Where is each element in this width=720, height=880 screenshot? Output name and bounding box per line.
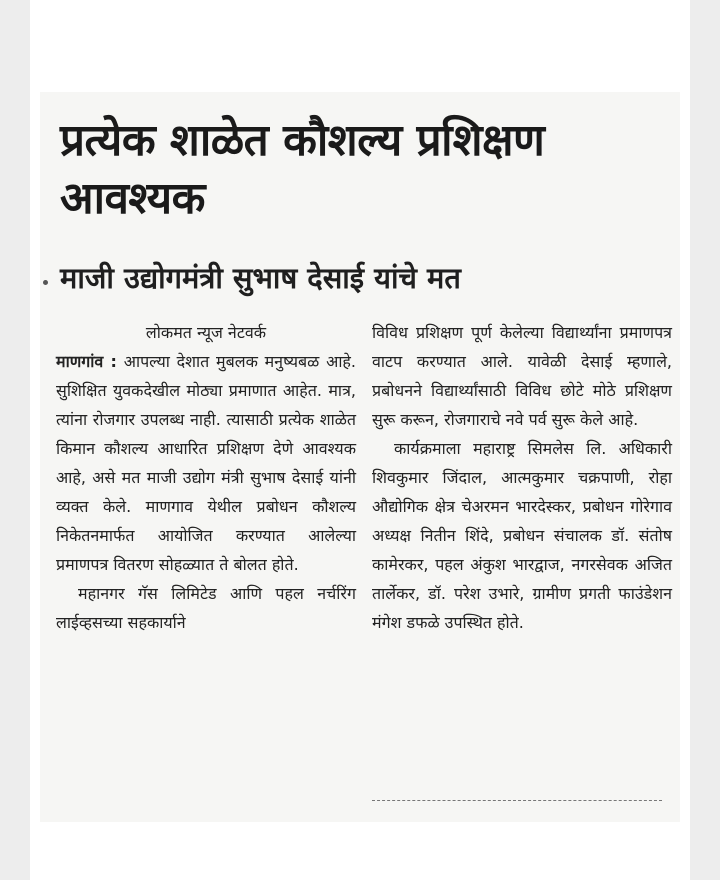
article-subhead: माजी उद्योगमंत्री सुभाष देसाई यांचे मत — [60, 261, 461, 295]
article-headline: प्रत्येक शाळेत कौशल्य प्रशिक्षण आवश्यक — [60, 115, 545, 224]
bullet-dot — [43, 280, 48, 285]
article-end-rule — [372, 800, 662, 801]
right-paragraph-2: कार्यक्रमाला महाराष्ट्र सिमलेस लि. अधिकारी शिवकुमार जिंदाल, आत्मकुमार चक्रपाणी, रोहा औद्योगिक क्षेत्र चेअरमन भारदेस्कर, प्रबोधन गोरेगाव अध्यक्ष नितीन शिंदे, प्रबोधन संचालक डॉ. संतोष कामेरकर, पहल अंकुश भारद्वाज, नगरसेवक अजित तार्लेकर, डॉ. परेश उभारे, ग्रामीण प्रगती फाउंडेशन मंगेश डफळे उपस्थित होते. — [372, 439, 672, 632]
byline: लोकमत न्यूज नेटवर्क — [145, 323, 267, 342]
article-column-left — [56, 318, 356, 637]
left-margin-strip — [0, 0, 30, 880]
right-paragraph-1: विविध प्रशिक्षण पूर्ण केलेल्या विद्यार्थ्यांना प्रमाणपत्र वाटप करण्यात आले. यावेळी देसाई म्हणाले, प्रबोधनने विद्यार्थ्यांसाठी विविध छोटे मोठे प्रशिक्षण सुरू करून, रोजगाराचे नवे पर्व सुरू केले आहे. — [372, 323, 672, 429]
dateline: माणगांव : — [56, 352, 117, 371]
left-paragraph-1-text: आपल्या देशात मुबलक मनुष्यबळ आहे. सुशिक्षित युवकदेखील मोठ्या प्रमाणात आहेत. मात्र, त्यांना रोजगार उपलब्ध नाही. त्यासाठी प्रत्येक शाळेत किमान कौशल्य आधारित प्रशिक्षण देणे आवश्यक आहे, असे मत माजी उद्योग मंत्री सुभाष देसाई यांनी व्यक्त केले. माणगाव येथील प्रबोधन कौशल्य निकेतनमार्फत आयोजित करण्यात आलेल्या प्रमाणपत्र वितरण सोहळ्यात ते बोलत होते. — [56, 352, 357, 574]
article-column-right — [372, 318, 672, 637]
left-paragraph-2: महानगर गॅस लिमिटेड आणि पहल नर्चरिंग लाईव्हसच्या सहकार्याने — [56, 584, 356, 632]
left-paragraph-1 — [56, 347, 356, 579]
right-margin-strip — [690, 0, 720, 880]
